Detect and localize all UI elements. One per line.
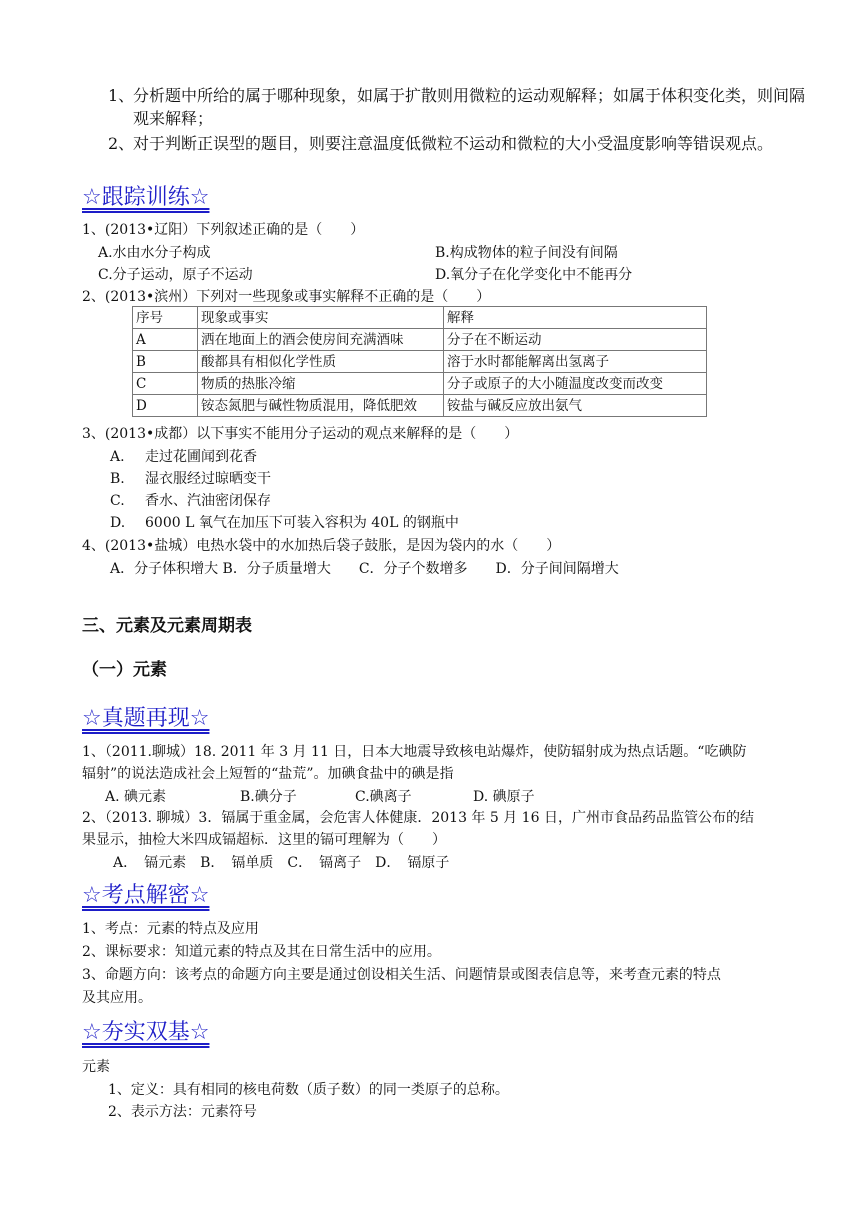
- table-cell: 分子在不断运动: [444, 329, 707, 351]
- tip-2-number: 2、: [108, 134, 135, 153]
- exam-q1-option-b: B.碘分子: [240, 789, 297, 805]
- table-cell: A: [133, 329, 198, 351]
- table-cell: D: [133, 395, 198, 417]
- exam-q2-line1: 2、（2013. 聊城）3．镉属于重金属，会危害人体健康．2013 年 5 月 16 日，广州市食品药品监管公布的结: [82, 810, 754, 826]
- table-cell: 洒在地面上的酒会使房间充满酒味: [198, 329, 444, 351]
- q3-option-c-label: C.: [110, 493, 125, 509]
- tip-1: [108, 84, 808, 132]
- table-cell: 铵态氮肥与碱性物质混用，降低肥效: [198, 395, 444, 417]
- basics-notation: 2、表示方法：元素符号: [108, 1104, 257, 1120]
- q1-option-c: C.分子运动，原子不运动: [98, 267, 253, 283]
- q3-option-d-label: D.: [110, 515, 126, 531]
- exam-q1-line2: 辐射”的说法造成社会上短暂的“盐荒”。加碘食盐中的碘是指: [82, 766, 454, 782]
- section-heading-exam: ☆真题再现☆: [82, 706, 210, 731]
- table-cell: 酸都具有相似化学性质: [198, 351, 444, 373]
- q2-stem: 2、(2013•滨州）下列对一些现象或事实解释不正确的是（ ）: [82, 289, 491, 305]
- section-heading-decode: ☆考点解密☆: [82, 883, 210, 908]
- q3-option-c-text: 香水、汽油密闭保存: [145, 493, 271, 509]
- basics-definition: 1、定义：具有相同的核电荷数（质子数）的同一类原子的总称。: [108, 1082, 509, 1098]
- decode-point-2: 2、课标要求：知道元素的特点及其在日常生活中的应用。: [82, 944, 441, 960]
- tip-1-text: 分析题中所给的属于哪种现象，如属于扩散则用微粒的运动观解释；如属于体积变化类，则间隔观来解释；: [133, 86, 806, 128]
- table-header-row: [133, 307, 707, 329]
- q1-stem: 1、(2013•辽阳）下列叙述正确的是（ ）: [82, 222, 365, 238]
- q3-option-d-text: 6000 L 氧气在加压下可装入容积为 40L 的钢瓶中: [145, 515, 459, 531]
- exam-q1-option-c: C.碘离子: [355, 789, 412, 805]
- exam-q1-line1: 1、（2011.聊城）18. 2011 年 3 月 11 日，日本大地震导致核电站爆炸，使防辐射成为热点话题。“吃碘防: [82, 744, 747, 760]
- table-cell: B: [133, 351, 198, 373]
- section-heading-basics: ☆夯实双基☆: [82, 1020, 210, 1045]
- table-cell: C: [133, 373, 198, 395]
- q1-option-a: A.水由水分子构成: [98, 245, 211, 261]
- subheading-element: （一）元素: [82, 660, 167, 680]
- section-heading-practice: ☆跟踪训练☆: [82, 185, 210, 210]
- tip-2-text: 对于判断正误型的题目，则要注意温度低微粒不运动和微粒的大小受温度影响等错误观点。: [133, 134, 774, 153]
- exam-q2-options: A． 镉元素 B． 镉单质 C． 镉离子 D． 镉原子: [113, 855, 450, 871]
- table-row: [133, 329, 707, 351]
- q3-option-b-text: 湿衣服经过晾晒变干: [145, 471, 271, 487]
- table-cell: 分子或原子的大小随温度改变而改变: [444, 373, 707, 395]
- table-row: [133, 351, 707, 373]
- decode-point-3-line1: 3、命题方向：该考点的命题方向主要是通过创设相关生活、问题情景或图表信息等，来考查元素的特点: [82, 967, 721, 983]
- table-row: [133, 373, 707, 395]
- table-header-cell: 现象或事实: [198, 307, 444, 329]
- q3-option-b-label: B.: [110, 471, 125, 487]
- decode-point-1: 1、考点：元素的特点及应用: [82, 921, 259, 937]
- decode-point-3-line2: 及其应用。: [82, 990, 152, 1006]
- heading-element-periodic-table: 三、元素及元素周期表: [82, 616, 252, 636]
- q3-stem: 3、(2013•成都）以下事实不能用分子运动的观点来解释的是（ ）: [82, 426, 519, 442]
- q4-stem: 4、(2013•盐城）电热水袋中的水加热后袋子鼓胀，是因为袋内的水（ ）: [82, 538, 561, 554]
- table-cell: 溶于水时都能解离出氢离子: [444, 351, 707, 373]
- q1-option-d: D.氧分子在化学变化中不能再分: [435, 267, 633, 283]
- q2-table: [132, 306, 707, 417]
- table-header-cell: 解释: [444, 307, 707, 329]
- table-cell: 铵盐与碱反应放出氨气: [444, 395, 707, 417]
- exam-q1-option-a: A. 碘元素: [105, 789, 167, 805]
- q4-options: A．分子体积增大 B．分子质量增大 C．分子个数增多 D．分子间间隔增大: [110, 561, 619, 577]
- basics-title: 元素: [82, 1059, 110, 1075]
- table-cell: 物质的热胀冷缩: [198, 373, 444, 395]
- tip-2: [108, 132, 808, 180]
- q1-option-b: B.构成物体的粒子间没有间隔: [435, 245, 618, 261]
- q3-option-a-text: 走过花圃闻到花香: [145, 449, 257, 465]
- exam-q1-option-d: D. 碘原子: [473, 789, 535, 805]
- table-row: [133, 395, 707, 417]
- exam-q2-line2: 果显示，抽检大米四成镉超标．这里的镉可理解为（ ）: [82, 832, 446, 848]
- tip-1-number: 1、: [108, 86, 135, 105]
- table-header-cell: 序号: [133, 307, 198, 329]
- q3-option-a-label: A.: [110, 449, 125, 465]
